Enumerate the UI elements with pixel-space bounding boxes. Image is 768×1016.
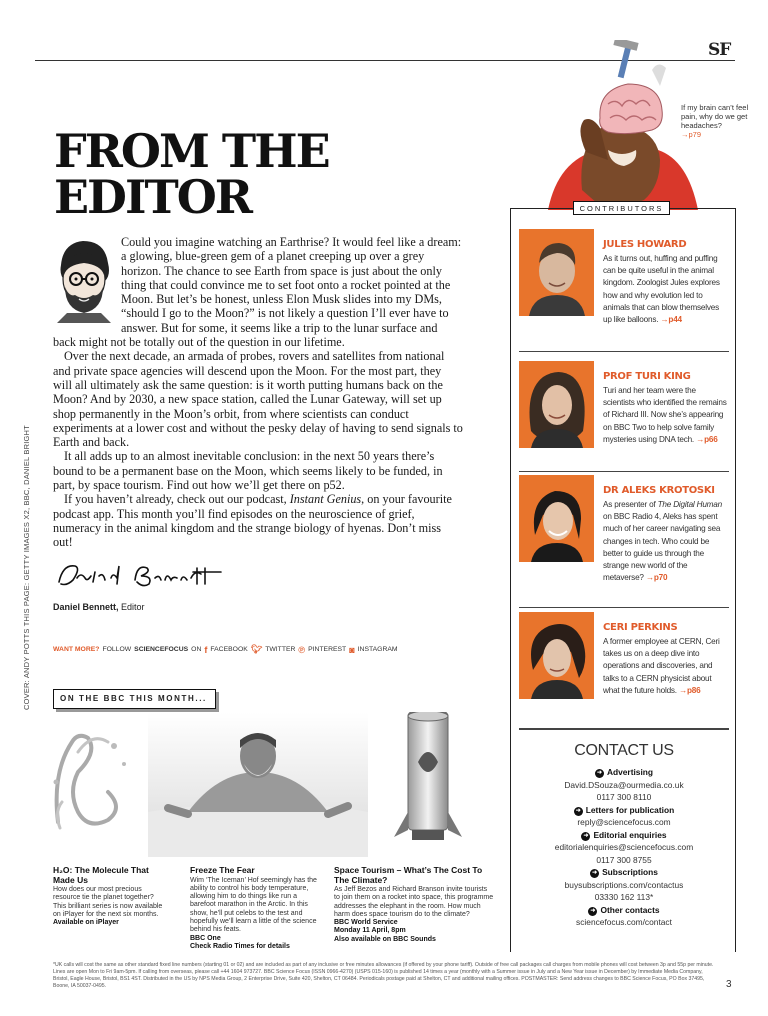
contributor-photo	[519, 229, 594, 316]
contributor-divider	[519, 471, 729, 472]
twitter-icon[interactable]: 🐦︎	[250, 644, 263, 654]
subscriptions-phone: 03330 162 113*	[594, 892, 654, 902]
contributor-card	[519, 229, 729, 341]
pinterest-icon[interactable]: ℗	[298, 644, 306, 655]
pinterest-link[interactable]: PINTEREST	[308, 646, 347, 653]
programme-availability: Also available on BBC Sounds	[334, 935, 436, 943]
contributor-bio: A former employee at CERN, Ceri takes us on a deep dive into operations and discoveries, and talks to a CERN physicist about what the future holds. →p86	[603, 637, 720, 695]
programme-card-1	[53, 866, 165, 927]
editorial-heading: ➜ Editorial enquiries	[519, 829, 729, 842]
contributor-bio: As presenter of The Digital Human on BBC Radio 4, Aleks has spent much of her career navigating sea changes in tech. Who could be better to guide us through the strange new world of the metaverse? →p70	[603, 500, 723, 583]
contributor-name: JULES HOWARD	[603, 239, 687, 250]
editor-byline: Daniel Bennett, Editor	[53, 602, 145, 612]
legal-footer: *UK calls will cost the same as other standard fixed line numbers (starting 01 or 02) and are included as part of any inclusive or free minutes allowances (if offered by your phone tariff). Outside of free call packages call charges from mobile phones will cost between 3p and 55p per minute. Lines are open Mon to Fri 9am-5pm. If calling from overseas, please call +44 1604 973727. BBC Science Focus (ISSN 0966-4270) (USPS 015-160) is published 14 times a year (monthly with a Summer issue in July and a New Year issue in December) by Immediate Media Company, Bristol, Eagle House, Bristol, BS1 4ST. Distributed in the US by NPS Media Group, 2 Enterprise Drive, Suite 420, Shelton, CT 06484. Periodicals postage paid at Shelton, CT and additional mailing offices. POSTMASTER: Send address changes to BBC Science Focus, PO Box 37495, Boone, IA 50037-0495.	[53, 962, 714, 989]
contributor-name: DR ALEKS KROTOSKI	[603, 485, 715, 496]
contributor-bio: As it turns out, huffing and puffing can be quite useful in the animal kingdom. Zoologist Jules explores how and why evolution led to animals that can blow themselves up like balloons. →p44	[603, 254, 720, 325]
page-ref-link[interactable]: →p44	[660, 315, 682, 325]
page-title	[54, 124, 384, 224]
contributor-divider	[519, 351, 729, 352]
programme-card-2	[190, 866, 320, 951]
other-contacts-heading: ➜ Other contacts	[519, 904, 729, 917]
contributors-tab: CONTRIBUTORS	[573, 201, 670, 215]
letters-heading: ➜ Letters for publication	[519, 804, 729, 817]
contributor-photo	[519, 475, 594, 562]
programme-name: The Digital Human	[657, 500, 723, 509]
programme-desc: How does our most precious resource tie the planet together? This brilliant series is now available on iPlayer for the next six months.	[53, 886, 163, 918]
social-follow-strip: WANT MORE? FOLLOW SCIENCEFOCUS ON f FACEBOOK 🐦︎ TWITTER ℗ PINTEREST ◙ INSTAGRAM	[53, 644, 398, 655]
programme-card-3	[334, 866, 494, 944]
brand-handle: SCIENCEFOCUS	[134, 646, 189, 653]
programme-time: Monday 11 April, 8pm	[334, 927, 406, 935]
advertising-phone: 0117 300 8110	[596, 792, 652, 802]
contributor-name: PROF TURI KING	[603, 371, 691, 382]
letters-email[interactable]: reply@sciencefocus.com	[577, 817, 671, 827]
brain-teaser-question: If my brain can’t feel pain, why do we get headaches?	[681, 103, 749, 130]
programme-availability: Available on iPlayer	[53, 919, 119, 927]
contributor-bio: Turi and her team were the scientists who identified the remains of Richard III. Now she’s appearing on BBC Two to help solve family mysteries using DNA tech. →p66	[603, 386, 727, 444]
contributor-divider	[519, 607, 729, 608]
programme-title: Space Tourism – What’s The Cost To The Climate?	[334, 865, 483, 885]
editorial-email[interactable]: editorialenquiries@sciencefocus.com	[554, 842, 694, 852]
page-ref-link[interactable]: →p86	[678, 685, 701, 695]
facebook-icon[interactable]: f	[204, 644, 208, 655]
contributor-photo	[519, 361, 594, 448]
water-splash-image	[54, 736, 127, 828]
podcast-name: Instant Genius	[289, 492, 362, 507]
other-contacts-url[interactable]: sciencefocus.com/contact	[576, 917, 672, 927]
page-ref-link[interactable]: →p70	[645, 573, 668, 583]
page-number: 3	[726, 979, 732, 990]
page-ref-link[interactable]: →p66	[696, 434, 718, 444]
headache-illustration	[548, 40, 698, 210]
contributor-photo	[519, 612, 594, 699]
instagram-link[interactable]: INSTAGRAM	[357, 646, 398, 653]
rocket-image	[394, 712, 462, 840]
brain-teaser	[681, 103, 761, 139]
programme-title: Freeze The Fear	[190, 865, 255, 875]
programme-desc: Wim ‘The Iceman’ Hof seemingly has the ability to control his body temperature, allowing him to do things like run a barefoot marathon in the Arctic. In this show, he’ll put celebs to the test and hopefully we’ll learn a little of the science behind his feats.	[190, 876, 317, 934]
contributor-card	[519, 612, 729, 724]
title-line-2: EDITOR	[54, 170, 251, 224]
programme-title: H₂O: The Molecule That Made Us	[53, 865, 149, 885]
advertising-heading: ➜ Advertising	[519, 766, 729, 779]
contact-divider	[519, 728, 729, 730]
programme-availability: Check Radio Times for details	[190, 942, 290, 950]
bbc-programme-images	[48, 712, 498, 857]
editorial-phone: 0117 300 8755	[596, 854, 652, 865]
programme-channel: BBC One	[190, 934, 221, 942]
bbc-section-heading: ON THE BBC THIS MONTH...	[53, 689, 216, 709]
letter-paragraph-3: It all adds up to an almost inevitable conclusion: in the next 50 years there’s bound to be a permanent base on the Moon, which seems likely to be funded, in part, by space tourism. Find out how we’ll get there on p52.	[53, 449, 443, 493]
magazine-logo: SF	[708, 40, 731, 60]
photo-credit: COVER: ANDY POTTS THIS PAGE: GETTY IMAGES X2, BBC, DANIEL BRIGHT	[22, 425, 31, 710]
programme-desc: As Jeff Bezos and Richard Branson invite tourists to join them on a rocket into space, this programme addresses the elephant in the room. How much harm does space tourism do to the climate?	[334, 886, 494, 918]
facebook-link[interactable]: FACEBOOK	[210, 646, 248, 653]
brain-teaser-page-ref[interactable]: →p79	[681, 130, 702, 139]
instagram-icon[interactable]: ◙	[349, 644, 355, 655]
twitter-link[interactable]: TWITTER	[265, 646, 296, 653]
subscriptions-url[interactable]: buysubscriptions.com/contactus	[564, 879, 684, 890]
advertising-email[interactable]: David.DSouza@ourmedia.co.uk	[564, 779, 684, 790]
contributor-card	[519, 475, 729, 587]
letter-paragraph-1: Could you imagine watching an Earthrise? It would feel like a dream: a glowing, blue-green gem of a planet creeping up over a grey horizon. The chance to see Earth from space is just about the only thing that could convince me to set foot onto a rocket pointed at the Moon. But let’s be honest, unless Elon Musk slides into my DMs, “should I go to the Moon?” is not likely a question I’ll ever have to answer. But for some, it seems like a trip to the lunar surface and back might not be totally out of the question in our lifetime.	[53, 235, 462, 350]
contact-title: CONTACT US	[574, 742, 674, 759]
programme-channel: BBC World Service	[334, 919, 398, 927]
letter-paragraph-2: Over the next decade, an armada of probes, rovers and satellites from national and private space agencies will descend upon the Moon. For the most part, they will all ultimately ask the same question: is it worth putting humans back on the Moon? And by 2030, a new space station, called the Lunar Gateway, will set up shop permanently in the Moon’s orbit, from where scientists can conduct experiments at a lower cost and without the pesky delay of having to send signals to Earth and back.	[53, 349, 463, 450]
editor-portrait-illustration	[53, 235, 115, 323]
editor-letter	[53, 235, 463, 550]
contributor-card	[519, 361, 729, 473]
title-line-1: FROM THE	[54, 124, 329, 178]
editor-signature	[55, 558, 225, 590]
contributor-name: CERI PERKINS	[603, 622, 678, 633]
want-more-label: WANT MORE?	[53, 646, 100, 653]
ice-bath-photo	[148, 712, 368, 857]
contact-list	[519, 766, 729, 929]
letter-paragraph-4: If you haven’t already, check out our podcast, Instant Genius, on your favourite podcast app. This month you’ll find episodes on the neuroscience of grief, numeracy in the animal kingdom and the strange biology of hyenas. Don’t miss out!	[53, 492, 452, 550]
subscriptions-heading: ➜ Subscriptions	[519, 866, 729, 879]
